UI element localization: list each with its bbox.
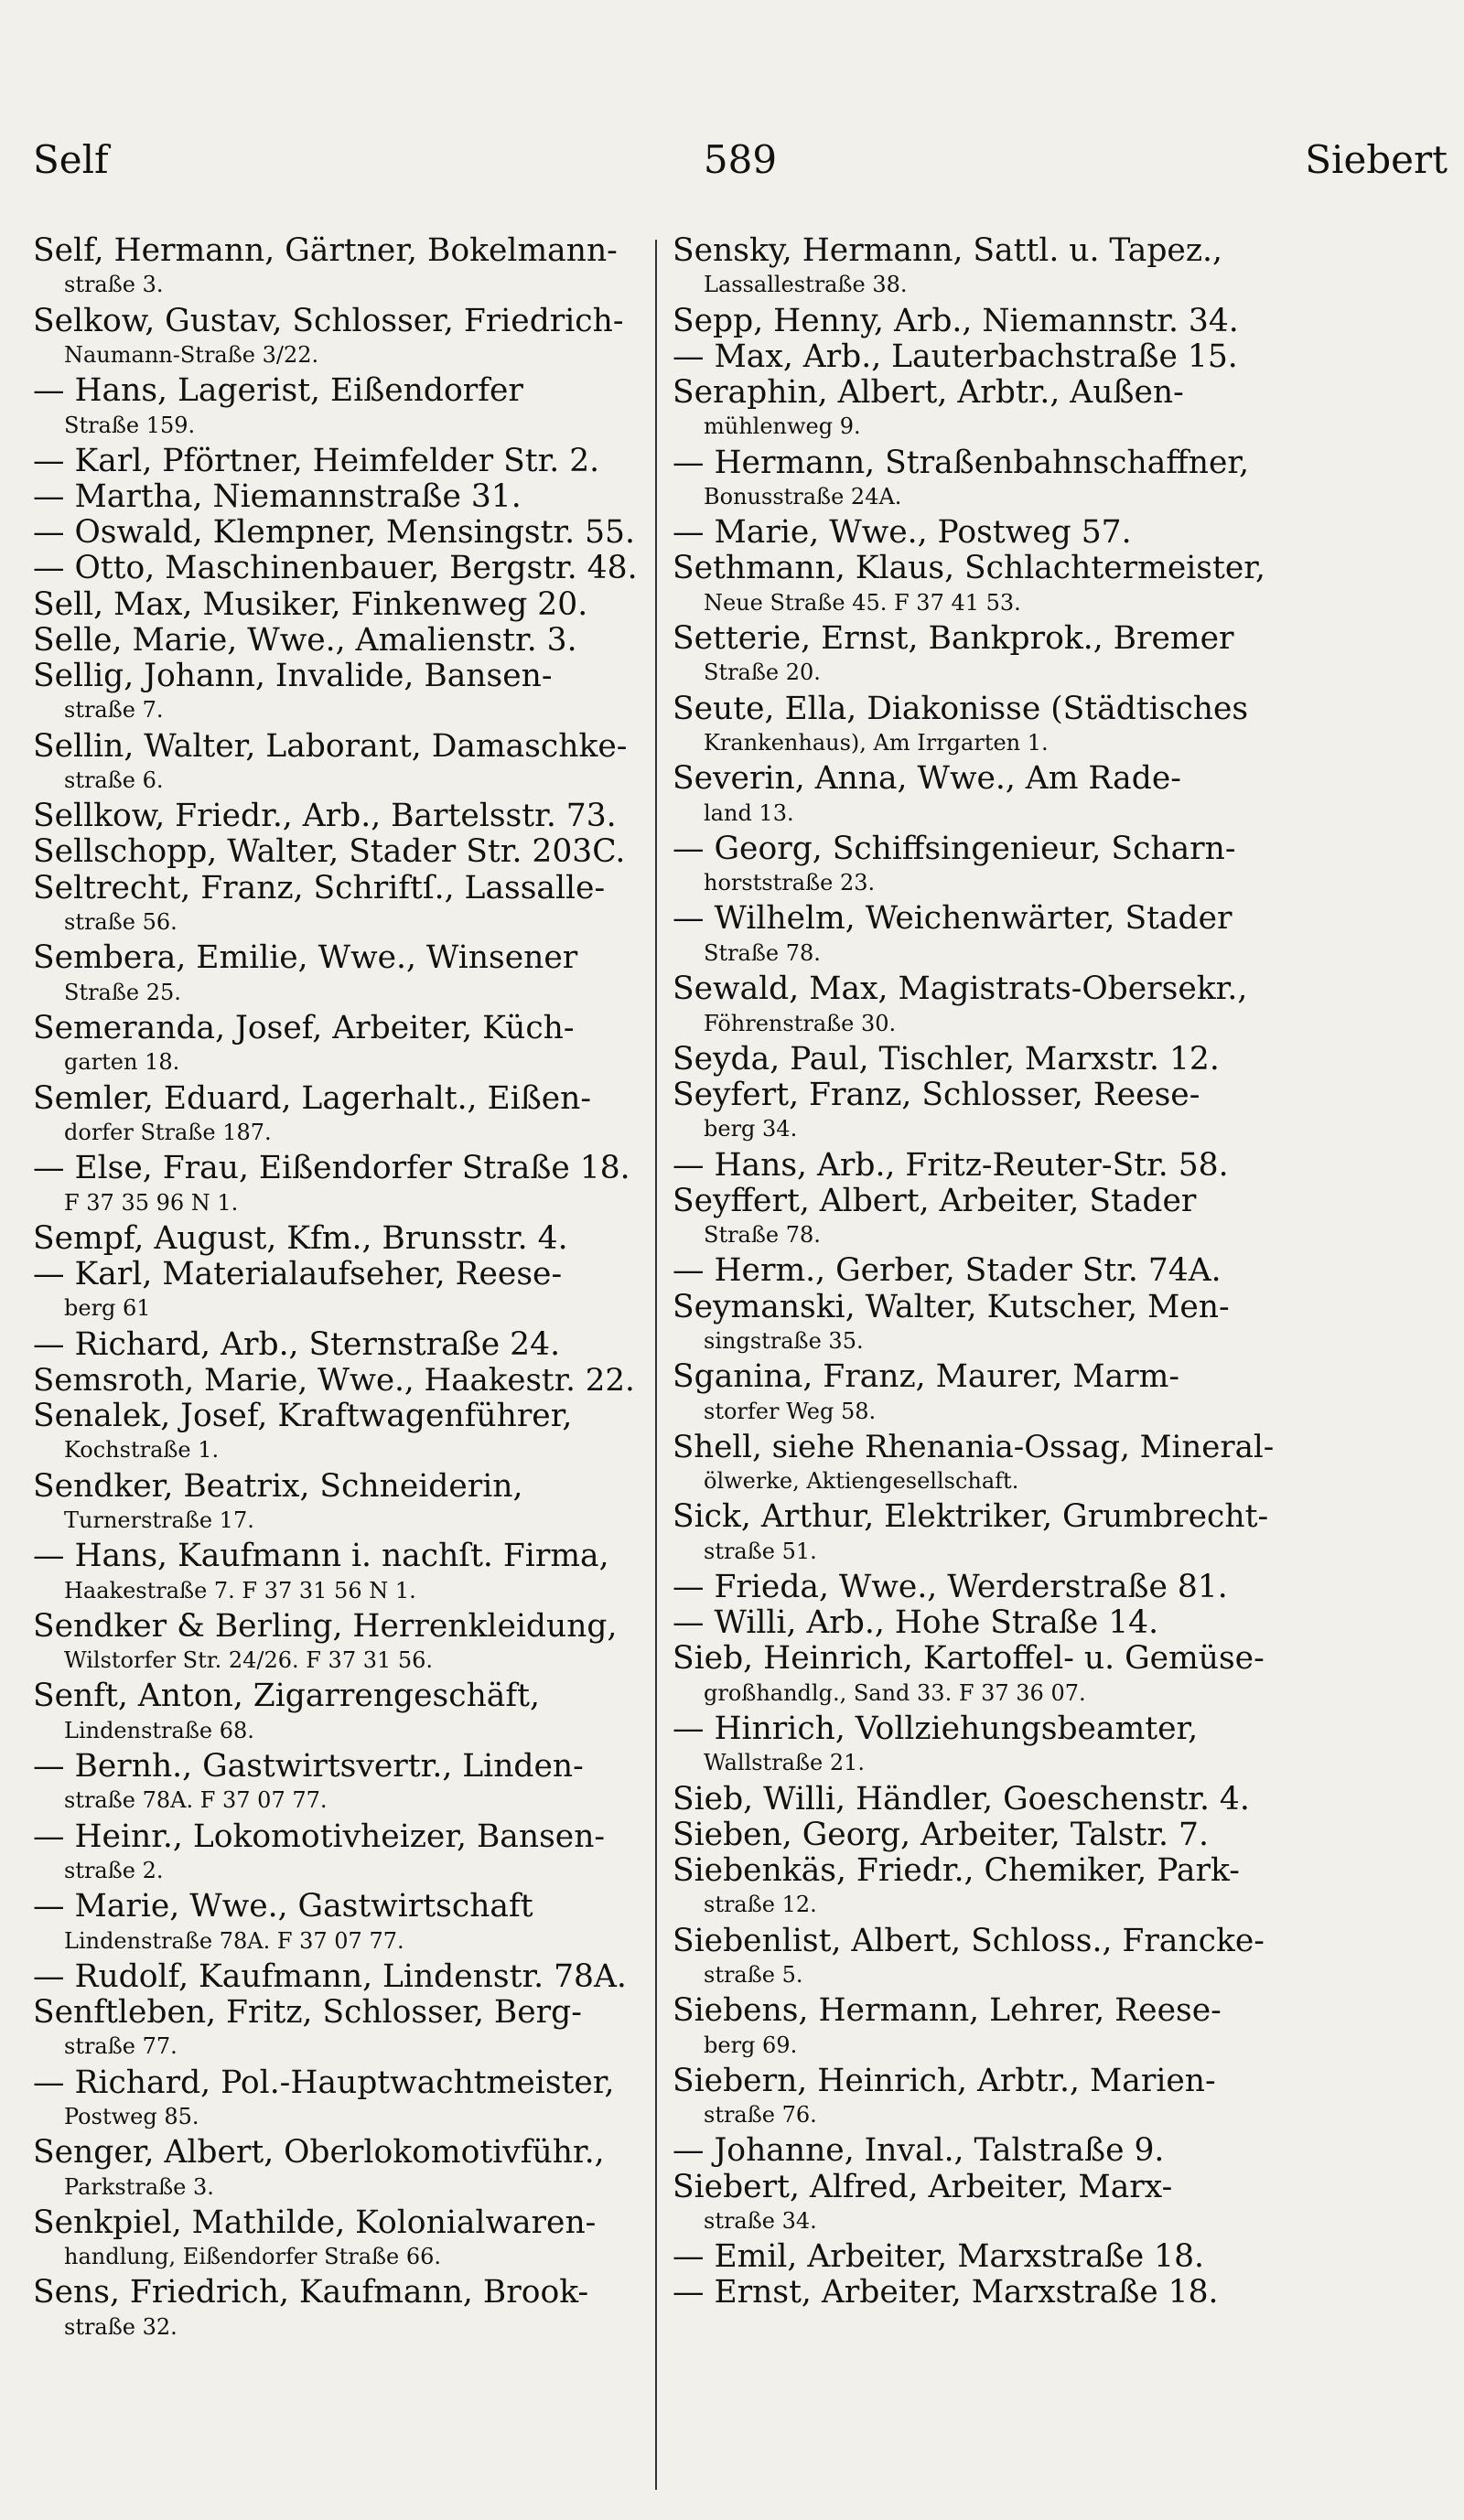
directory-entry (33, 2136, 640, 2204)
directory-entry (673, 762, 1280, 831)
directory-entry (673, 302, 1280, 339)
entry-continuation: Lassallestraße 38. (704, 272, 908, 298)
directory-entry (673, 1146, 1280, 1184)
directory-entry (33, 1399, 640, 1468)
entry-continuation: straße 51. (704, 1538, 817, 1564)
directory-entry (673, 2064, 1280, 2133)
entry-line: Sick, Arthur, Elektriker, Grumbrecht- (673, 1498, 1269, 1536)
entry-line: — Karl, Materialaufseher, Reese- (33, 1255, 563, 1292)
entry-line: — Richard, Pol.-Hauptwachtmeister, (33, 2064, 615, 2101)
directory-entry (33, 869, 640, 940)
entry-line: — Richard, Arb., Sternstraße 24. (33, 1325, 561, 1363)
entry-continuation: straße 7. (64, 697, 164, 724)
entry-continuation: straße 34. (704, 2208, 817, 2235)
entry-continuation: Haakestraße 7. F 37 31 56 N 1. (64, 1577, 416, 1603)
directory-entry (673, 1182, 1280, 1253)
directory-entry (673, 1288, 1280, 1359)
directory-entry (673, 340, 1280, 374)
entry-continuation: berg 69. (704, 2032, 798, 2058)
column-divider (655, 240, 657, 2490)
entry-continuation: straße 3. (64, 272, 164, 298)
entry-line: Senalek, Josef, Kraftwagenführer, (33, 1397, 573, 1434)
entry-line: Sellin, Walter, Laborant, Damaschke- (33, 727, 628, 765)
entry-continuation: Straße 78. (704, 1222, 821, 1249)
entry-continuation: storfer Weg 58. (704, 1398, 877, 1424)
entry-continuation: berg 34. (704, 1116, 798, 1142)
entry-continuation: straße 78A. F 37 07 77. (64, 1787, 328, 1814)
directory-entry (33, 585, 640, 623)
entry-line: Siebens, Hermann, Lehrer, Reese- (673, 1992, 1222, 2030)
directory-entry (673, 446, 1280, 515)
entry-line: Senger, Albert, Oberlokomotivführ., (33, 2134, 605, 2171)
directory-entry (33, 941, 640, 1010)
directory-entry (673, 2168, 1280, 2239)
entry-line: Sens, Friedrich, Kaufmann, Brook- (33, 2274, 589, 2311)
directory-entry (673, 1642, 1280, 1710)
directory-entry (673, 902, 1280, 970)
entry-line: Sellschopp, Walter, Stader Str. 203C. (33, 833, 626, 871)
entry-line: Sganina, Franz, Maurer, Marm- (673, 1358, 1180, 1396)
directory-entry (673, 1922, 1280, 1993)
directory-entry (33, 1996, 640, 2064)
entry-line: Semeranda, Josef, Arbeiter, Küch- (33, 1009, 575, 1046)
directory-entry (673, 1712, 1280, 1781)
directory-entry (33, 1255, 640, 1326)
entry-continuation: straße 56. (64, 909, 178, 936)
entry-line: Sepp, Henny, Arb., Niemannstr. 34. (673, 302, 1239, 339)
directory-entry (33, 1325, 640, 1363)
entry-line: — Emil, Arbeiter, Marxstraße 18. (673, 2238, 1204, 2276)
entry-continuation: Lindenstraße 78A. F 37 07 77. (64, 1927, 404, 1954)
entry-line: Self, Hermann, Gärtner, Bokelmann- (33, 232, 618, 269)
directory-entry (33, 1009, 640, 1080)
entry-line: — Ernst, Arbeiter, Marxstraße 18. (673, 2274, 1219, 2311)
entry-line: — Hans, Arb., Fritz-Reuter-Str. 58. (673, 1146, 1229, 1184)
entry-line: — Martha, Niemannstraße 31. (33, 478, 522, 516)
entry-line: Seyda, Paul, Tischler, Marxstr. 12. (673, 1040, 1220, 1078)
entry-continuation: straße 6. (64, 767, 164, 794)
directory-entry (33, 2066, 640, 2135)
directory-entry (673, 1040, 1280, 1078)
entry-line: Sieb, Heinrich, Kartoffel- u. Gemüse- (673, 1640, 1265, 1678)
directory-entry (33, 1747, 640, 1818)
entry-line: Seute, Ella, Diakonisse (Städtisches (673, 690, 1249, 727)
entry-line: Selkow, Gustav, Schlosser, Friedrich- (33, 302, 624, 339)
directory-entry (673, 832, 1280, 901)
directory-entry (33, 516, 640, 550)
entry-line: — Willi, Arb., Hohe Straße 14. (673, 1604, 1159, 1642)
directory-entry (33, 2206, 640, 2275)
directory-entry (673, 692, 1280, 761)
entry-continuation: Naumann-Straße 3/22. (64, 342, 319, 369)
directory-entry (33, 1957, 640, 1995)
entry-continuation: großhandlg., Sand 33. F 37 36 07. (704, 1679, 1086, 1706)
entry-line: Selle, Marie, Wwe., Amalienstr. 3. (33, 621, 577, 659)
entry-line: Senkpiel, Mathilde, Kolonialwaren- (33, 2204, 597, 2241)
left-column (33, 234, 640, 2346)
entry-continuation: ölwerke, Aktiengesellschaft. (704, 1468, 1019, 1495)
directory-entry (673, 376, 1280, 445)
entry-line: — Oswald, Klempner, Mensingstr. 55. (33, 514, 635, 552)
entry-line: Siebenlist, Albert, Schloss., Francke- (673, 1922, 1265, 1959)
entry-line: — Bernh., Gastwirtsvertr., Linden- (33, 1747, 584, 1785)
directory-entry (33, 1539, 640, 1608)
entry-continuation: Kochstraße 1. (64, 1437, 220, 1464)
entry-line: Severin, Anna, Wwe., Am Rade- (673, 760, 1181, 798)
entry-line: — Karl, Pförtner, Heimfelder Str. 2. (33, 442, 600, 479)
entry-line: — Hans, Kaufmann i. nachſt. Firma, (33, 1538, 609, 1575)
directory-entry (33, 1890, 640, 1958)
entry-line: Sensky, Hermann, Sattl. u. Tapez., (673, 232, 1222, 269)
directory-entry (673, 552, 1280, 620)
entry-line: Sethmann, Klaus, Schlachtermeister, (673, 550, 1265, 587)
directory-entry (33, 302, 640, 373)
entry-continuation: handlung, Eißendorfer Straße 66. (64, 2244, 442, 2270)
directory-entry (33, 1679, 640, 1748)
directory-entry (673, 972, 1280, 1041)
entry-line: — Otto, Maschinenbauer, Bergstr. 48. (33, 550, 638, 587)
directory-entry (673, 622, 1280, 691)
entry-line: — Frieda, Wwe., Werderstraße 81. (673, 1568, 1228, 1605)
header-first-name: Self (33, 137, 109, 182)
entry-line: Senft, Anton, Zigarrengeschäft, (33, 1678, 540, 1715)
entry-line: Seltrecht, Franz, Schriftſ., Lassalle- (33, 869, 606, 906)
entry-continuation: land 13. (704, 799, 794, 826)
directory-entry (33, 480, 640, 514)
directory-entry (33, 1820, 640, 1889)
entry-line: Siebenkäs, Friedr., Chemiker, Park- (673, 1852, 1240, 1889)
entry-line: — Else, Frau, Eißendorfer Straße 18. (33, 1150, 630, 1187)
directory-entry (673, 1428, 1280, 1499)
entry-line: Sellig, Johann, Invalide, Bansen- (33, 658, 553, 695)
entry-continuation: Lindenstraße 68. (64, 1717, 254, 1743)
entry-line: — Hinrich, Vollziehungsbeamter, (673, 1710, 1199, 1747)
directory-entry (673, 2276, 1280, 2310)
entry-continuation: dorfer Straße 187. (64, 1119, 272, 1145)
entry-line: — Max, Arb., Lauterbachstraße 15. (673, 338, 1238, 375)
directory-entry (33, 1607, 640, 1678)
directory-entry (33, 374, 640, 443)
entry-continuation: Straße 159. (64, 412, 196, 438)
entry-continuation: straße 5. (704, 1962, 803, 1989)
directory-entry (33, 2276, 640, 2344)
entry-continuation: Straße 20. (704, 659, 821, 686)
directory-entry (673, 516, 1280, 550)
entry-continuation: straße 12. (704, 1892, 817, 1918)
directory-entry (673, 1854, 1280, 1923)
directory-entry (673, 1078, 1280, 1147)
entry-line: — Wilhelm, Weichenwärter, Stader (673, 900, 1233, 938)
entry-continuation: F 37 35 96 N 1. (64, 1189, 239, 1216)
entry-continuation: Wallstraße 21. (704, 1750, 866, 1776)
entry-continuation: Bonusstraße 24A. (704, 484, 902, 510)
entry-line: Sempf, August, Kfm., Brunsstr. 4. (33, 1219, 568, 1257)
entry-line: Setterie, Ernst, Bankprok., Bremer (673, 620, 1234, 658)
directory-entry (33, 659, 640, 728)
directory-entry (33, 799, 640, 833)
entry-line: Sendker & Berling, Herrenkleidung, (33, 1607, 618, 1645)
page-header (33, 137, 1448, 192)
entry-line: — Herm., Gerber, Stader Str. 74A. (673, 1252, 1222, 1290)
directory-entry (33, 234, 640, 303)
entry-line: Sellkow, Friedr., Arb., Bartelsstr. 73. (33, 798, 617, 835)
entry-line: Seraphin, Albert, Arbtr., Außen- (673, 374, 1184, 412)
right-column (673, 234, 1280, 2312)
entry-continuation: Turnerstraße 17. (64, 1507, 254, 1533)
entry-line: Sendker, Beatrix, Schneiderin, (33, 1467, 523, 1505)
directory-entry (33, 1361, 640, 1399)
directory-entry (33, 621, 640, 659)
entry-continuation: Krankenhaus), Am Irrgarten 1. (704, 730, 1049, 756)
page-number: 589 (703, 137, 778, 182)
entry-line: Seymanski, Walter, Kutscher, Men- (673, 1288, 1230, 1325)
entry-line: — Marie, Wwe., Postweg 57. (673, 514, 1132, 552)
directory-entry (673, 2240, 1280, 2274)
entry-continuation: Neue Straße 45. F 37 41 53. (704, 589, 1021, 616)
directory-entry (673, 1818, 1280, 1852)
directory-entry (33, 1079, 640, 1151)
entry-line: Semsroth, Marie, Wwe., Haakestr. 22. (33, 1361, 635, 1399)
entry-continuation: Straße 78. (704, 939, 821, 966)
entry-continuation: garten 18. (64, 1049, 180, 1076)
entry-continuation: berg 61 (64, 1295, 151, 1322)
directory-entry (33, 727, 640, 799)
entry-continuation: Postweg 85. (64, 2104, 199, 2130)
entry-continuation: mühlenweg 9. (704, 413, 861, 440)
entry-line: — Hermann, Straßenbahnschaffner, (673, 444, 1250, 481)
entry-line: Semler, Eduard, Lagerhalt., Eißen- (33, 1079, 592, 1117)
entry-line: — Georg, Schiffsingenieur, Scharn- (673, 830, 1236, 867)
directory-entry (673, 1780, 1280, 1818)
entry-continuation: straße 76. (704, 2102, 817, 2129)
entry-line: — Heinr., Lokomotivheizer, Bansen- (33, 1818, 606, 1855)
directory-entry (673, 1994, 1280, 2063)
entry-continuation: horststraße 23. (704, 870, 876, 896)
entry-continuation: Straße 25. (64, 979, 181, 1005)
directory-entry (673, 1500, 1280, 1569)
directory-entry (673, 1606, 1280, 1640)
entry-continuation: straße 32. (64, 2313, 178, 2340)
entry-continuation: Wilstorfer Str. 24/26. F 37 31 56. (64, 1647, 434, 1674)
entry-continuation: straße 77. (64, 2033, 178, 2060)
entry-line: Sell, Max, Musiker, Finkenweg 20. (33, 585, 588, 623)
directory-entry (673, 1360, 1280, 1429)
directory-entry (33, 1219, 640, 1257)
directory-entry (673, 1254, 1280, 1288)
entry-continuation: singstraße 35. (704, 1327, 864, 1354)
entry-line: — Johanne, Inval., Talstraße 9. (673, 2132, 1165, 2170)
entry-continuation: Föhrenstraße 30. (704, 1010, 897, 1036)
entry-continuation: Parkstraße 3. (64, 2173, 214, 2200)
header-last-name: Siebert (1305, 137, 1448, 182)
directory-entry (33, 442, 640, 479)
entry-line: Sieb, Willi, Händler, Goeschenstr. 4. (673, 1780, 1250, 1818)
directory-entry (673, 234, 1280, 303)
directory-entry (673, 1568, 1280, 1605)
entry-line: Senftleben, Fritz, Schlosser, Berg- (33, 1994, 582, 2032)
entry-line: Sieben, Georg, Arbeiter, Talstr. 7. (673, 1816, 1209, 1853)
directory-entry (33, 835, 640, 869)
entry-line: Seyffert, Albert, Arbeiter, Stader (673, 1182, 1197, 1219)
entry-line: Shell, siehe Rhenania-Ossag, Mineral- (673, 1428, 1275, 1465)
entry-line: — Rudolf, Kaufmann, Lindenstr. 78A. (33, 1957, 627, 1995)
directory-entry (33, 1467, 640, 1539)
entry-line: Sewald, Max, Magistrats-Obersekr., (673, 970, 1248, 1008)
directory-entry (33, 1152, 640, 1220)
entry-line: Siebern, Heinrich, Arbtr., Marien- (673, 2062, 1216, 2099)
entry-line: Siebert, Alfred, Arbeiter, Marx- (673, 2168, 1173, 2205)
entry-line: Sembera, Emilie, Wwe., Winsener (33, 939, 578, 977)
entry-line: Seyfert, Franz, Schlosser, Reese- (673, 1076, 1200, 1113)
entry-continuation: straße 2. (64, 1858, 164, 1883)
directory-entry (673, 2134, 1280, 2168)
entry-line: — Hans, Lagerist, Eißendorfer (33, 372, 523, 410)
directory-entry (33, 552, 640, 585)
entry-line: — Marie, Wwe., Gastwirtschaft (33, 1888, 533, 1925)
